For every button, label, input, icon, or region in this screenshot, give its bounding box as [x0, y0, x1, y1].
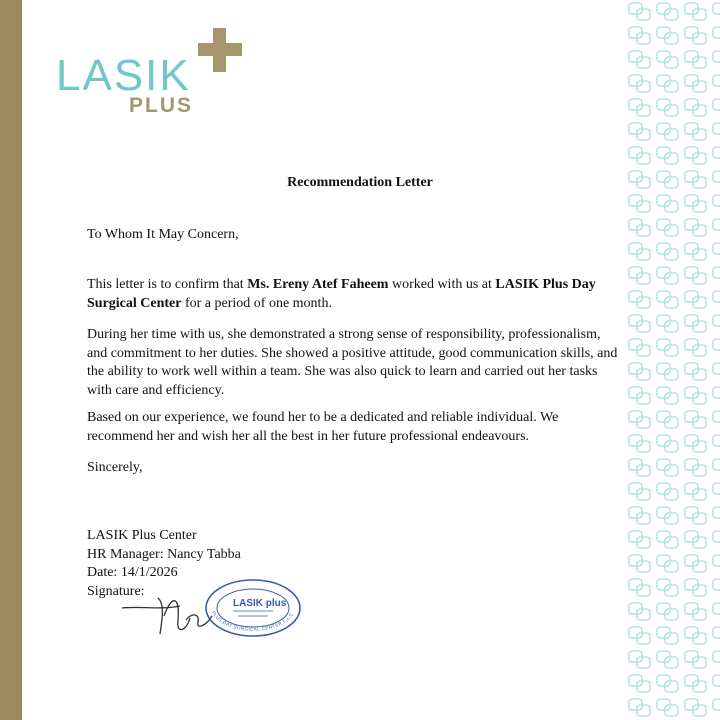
logo-sub-text: PLUS — [129, 94, 194, 117]
handwritten-signature — [122, 598, 212, 634]
employee-name: Ms. Ereny Atef Faheem — [247, 277, 389, 292]
intro-text-2: worked with us at — [388, 277, 496, 292]
company-stamp — [206, 580, 300, 636]
letter-paragraph-intro — [87, 276, 622, 313]
stamp-logo-text: LASIK plus — [233, 598, 287, 609]
center-name: LASIK Plus Day Surgical Center — [87, 277, 596, 311]
letter-closing: Sincerely, — [87, 460, 143, 475]
footer-signature-label: Signature: — [87, 583, 145, 599]
lasik-plus-logo — [56, 24, 256, 116]
logo-brand-text: LASIK — [56, 51, 191, 100]
footer-org: LASIK Plus Center — [87, 528, 197, 543]
signature-and-stamp — [120, 576, 310, 656]
letter-paragraph-performance: During her time with us, she demonstrated a strong sense of responsibility, professionalism, and commitment to her duties. She showed a positive attitude, good communication skills, and the ability to work well within a team. She was also quick to learn and carried out her tasks with care and efficiency. — [87, 327, 618, 398]
letter-title: Recommendation Letter — [287, 175, 433, 190]
intro-text-1: This letter is to confirm that — [87, 277, 248, 292]
letter-paragraph-recommendation: Based on our experience, we found her to be a dedicated and reliable individual. We recommend her and wish her all the best in her future professional endeavours. — [87, 410, 559, 444]
footer-manager: HR Manager: Nancy Tabba — [87, 546, 241, 562]
plus-cross-icon — [198, 28, 242, 72]
footer-date: Date: 14/1/2026 — [87, 565, 178, 580]
letter-salutation: To Whom It May Concern, — [87, 227, 239, 242]
svg-text:PLUS DAY SURGICAL CENTER L.L.C — [211, 610, 294, 632]
stamp-ring-text: PLUS DAY SURGICAL CENTER L.L.C — [211, 610, 295, 632]
decorative-pattern-border — [626, 0, 720, 720]
intro-text-3: for a period of one month. — [181, 295, 332, 311]
left-accent-bar — [0, 0, 22, 720]
